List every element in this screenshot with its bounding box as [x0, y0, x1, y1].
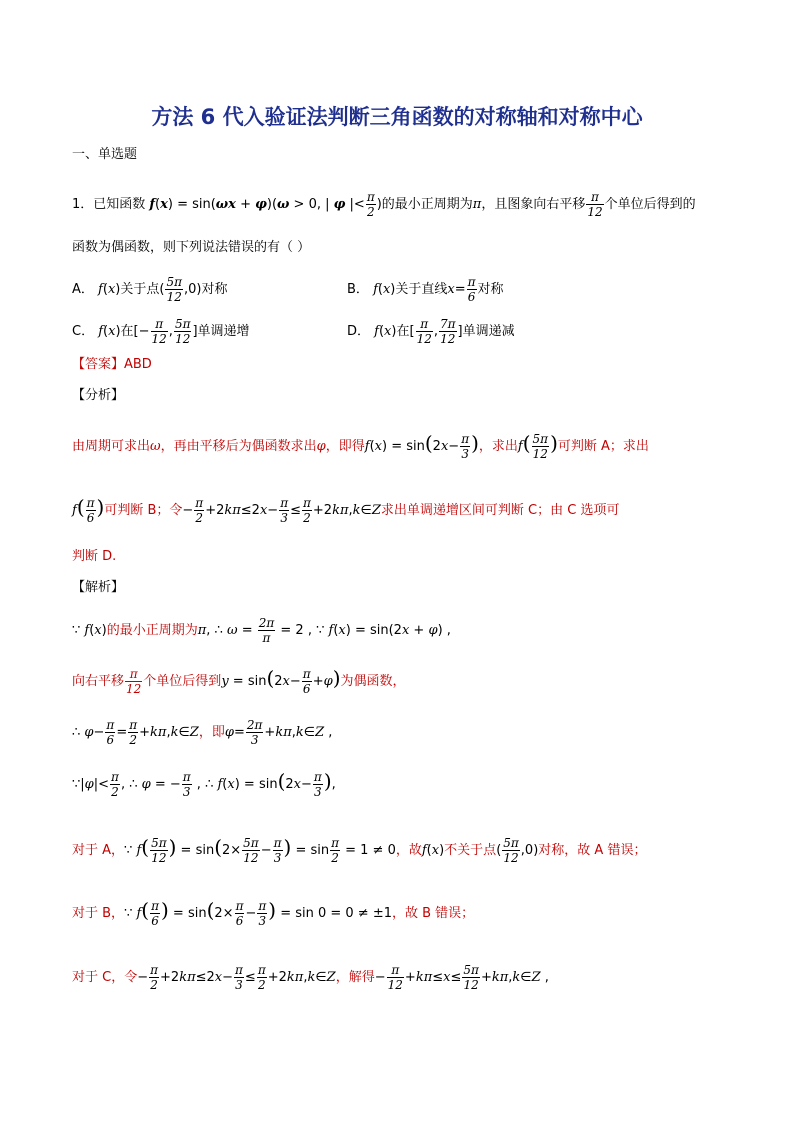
page-title: 方法 6 代入验证法判断三角函数的对称轴和对称中心: [151, 105, 643, 129]
solution-line-6: 对于 B，∵ f( $\frac{\pi}{6}$ ) = sin(2× $\frac{\pi}{6}$ − $\frac{\pi}{3}$ ) = sin 0 = 0 ≠ ±1，故 B 错误；: [72, 898, 475, 928]
answer-label: 【答案】ABD: [72, 357, 152, 372]
solution-label: 【解析】: [72, 580, 125, 595]
analysis-line-3: 判断 D.: [72, 549, 117, 564]
solution-line-7: 对于 C，令− $\frac{\pi}{2}$ +2kπ≤2x− $\frac{\pi}{3}$ ≤ $\frac{\pi}{2}$ +2kπ,k∈Z，解得− $\frac{\pi}{12}$ +kπ≤x≤ $\frac{5\pi}{12}$ +kπ,k∈Z ,: [72, 963, 549, 992]
section-heading: 一、单选题: [72, 147, 138, 162]
option-a[interactable]: A． f(x)关于点( $\frac{5\pi}{12}$ ,0)对称: [72, 275, 228, 304]
solution-line-1: ∵ f(x)的最小正周期为π, ∴ ω = $\frac{2\pi}{\pi}$ = 2 , ∵ f(x) = sin(2x + φ) ,: [72, 616, 451, 645]
solution-line-3: ∴ φ− $\frac{\pi}{6}$ = $\frac{\pi}{2}$ +kπ,k∈Z，即φ= $\frac{2\pi}{3}$ +kπ,k∈Z ,: [72, 718, 333, 747]
option-b[interactable]: B． f(x)关于直线x= $\frac{\pi}{6}$ 对称: [347, 275, 504, 304]
analysis-line-1: 由周期可求出ω，再由平移后为偶函数求出φ，即得f(x) = sin(2x− $\frac{\pi}{3}$ )，求出f( $\frac{5\pi}{12}$ )可判断 A；求出: [72, 431, 649, 461]
solution-line-4: ∵|φ|< $\frac{\pi}{2}$ , ∴ φ = − $\frac{\pi}{3}$ , ∴ f(x) = sin(2x− $\frac{\pi}{3}$ ),: [72, 769, 336, 799]
solution-line-5: 对于 A，∵ f( $\frac{5\pi}{12}$ ) = sin(2× $\frac{5\pi}{12}$ − $\frac{\pi}{3}$ ) = sin $\frac{\pi}{2}$ = 1 ≠ 0，故f(x)不关于点( $\frac{5\pi}{12}$ ,0)对称，故 A 错误；: [72, 835, 647, 865]
option-c[interactable]: C． f(x)在[− $\frac{\pi}{12}$ , $\frac{5\pi}{12}$ ]单调递增: [72, 317, 250, 346]
analysis-line-2: f( $\frac{\pi}{6}$ )可判断 B；令− $\frac{\pi}{2}$ +2kπ≤2x− $\frac{\pi}{3}$ ≤ $\frac{\pi}{2}$ +2kπ,k∈Z求出单调递增区间可判断 C；由 C 选项可: [72, 495, 620, 525]
question-1-line-1: 1．已知函数 f(x) = sin(ωx + φ)(ω > 0, | φ |< $\frac{\pi}{2}$ )的最小正周期为π，且图象向右平移 $\frac{\pi}{12}$ 个单位后得到的: [72, 190, 696, 219]
option-d[interactable]: D． f(x)在[ $\frac{\pi}{12}$ , $\frac{7\pi}{12}$ ]单调递减: [347, 317, 515, 346]
analysis-label: 【分析】: [72, 388, 125, 403]
question-1-line-2: 函数为偶函数，则下列说法错误的有（ ）: [72, 240, 311, 255]
solution-line-2: 向右平移 $\frac{\pi}{12}$ 个单位后得到y = sin(2x− $\frac{\pi}{6}$ +φ)为偶函数，: [72, 666, 406, 696]
